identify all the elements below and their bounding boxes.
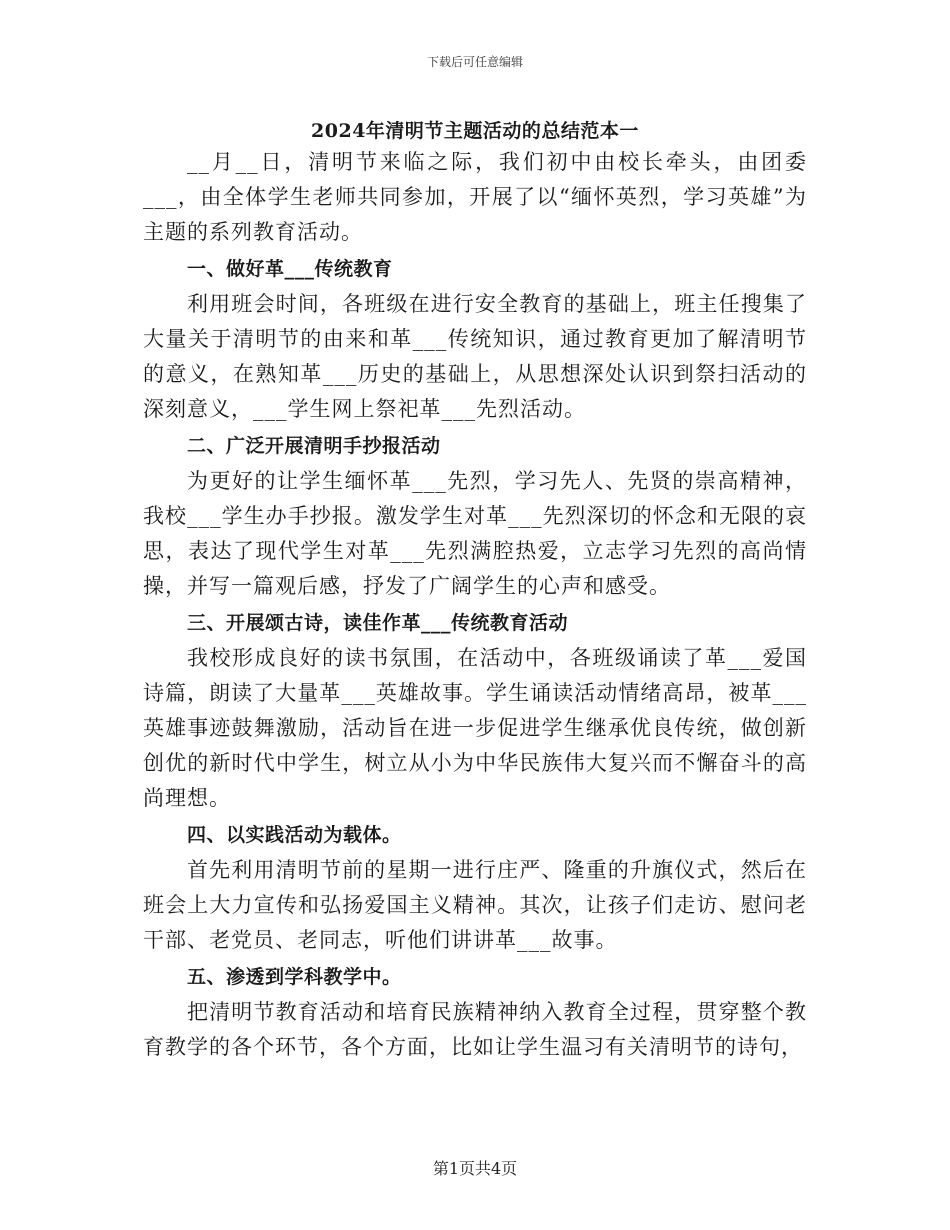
section-heading-2: 二、广泛开展清明手抄报活动 xyxy=(187,435,441,457)
section-heading-3: 三、开展颂古诗，读佳作革___传统教育活动 xyxy=(187,612,569,634)
section-body-3: 我校形成良好的读书氛围，在活动中，各班级诵读了革___爱国诗篇，朗读了大量革___英雄故事。学生诵读活动情绪高昂，被革___英雄事迹鼓舞激励，活动旨在进一步促进学生继承优良传统，做创新创优的新时代中学生，树立从小为中华民族伟大复兴而不懈奋斗的高尚理想。 xyxy=(143,646,807,810)
section-heading-5: 五、渗透到学科教学中。 xyxy=(187,966,402,988)
document-title: 2024年清明节主题活动的总结范本一 xyxy=(311,120,639,142)
section-body-1: 利用班会时间，各班级在进行安全教育的基础上，班主任搜集了大量关于清明节的由来和革___传统知识，通过教育更加了解清明节的意义，在熟知革___历史的基础上，从思想深处认识到祭扫活动的深刻意义，___学生网上祭祀革___先烈活动。 xyxy=(143,292,807,421)
page-number-footer: 第1页共4页 xyxy=(432,1159,518,1178)
section-heading-1: 一、做好革___传统教育 xyxy=(187,258,393,280)
intro-paragraph: __月__日，清明节来临之际，我们初中由校长牵头，由团委___，由全体学生老师共同参加，开展了以“缅怀英烈，学习英雄”为主题的系列教育活动。 xyxy=(143,150,807,244)
section-heading-4: 四、以实践活动为载体。 xyxy=(187,824,402,846)
section-body-2: 为更好的让学生缅怀革___先烈，学习先人、先贤的崇高精神，我校___学生办手抄报。激发学生对革___先烈深切的怀念和无限的哀思，表达了现代学生对革___先烈满腔热爱，立志学习先烈的高尚情操，并写一篇观后感，抒发了广阔学生的心声和感受。 xyxy=(143,469,807,598)
section-body-4: 首先利用清明节前的星期一进行庄严、隆重的升旗仪式，然后在班会上大力宣传和弘扬爱国主义精神。其次，让孩子们走访、慰问老干部、老党员、老同志，听他们讲讲革___故事。 xyxy=(143,858,807,952)
document-body xyxy=(143,145,807,1065)
section-body-5: 把清明节教育活动和培育民族精神纳入教育全过程，贯穿整个教育教学的各个环节，各个方面，比如让学生温习有关清明节的诗句， xyxy=(143,1000,807,1059)
header-note: 下载后可任意编辑 xyxy=(426,55,523,69)
